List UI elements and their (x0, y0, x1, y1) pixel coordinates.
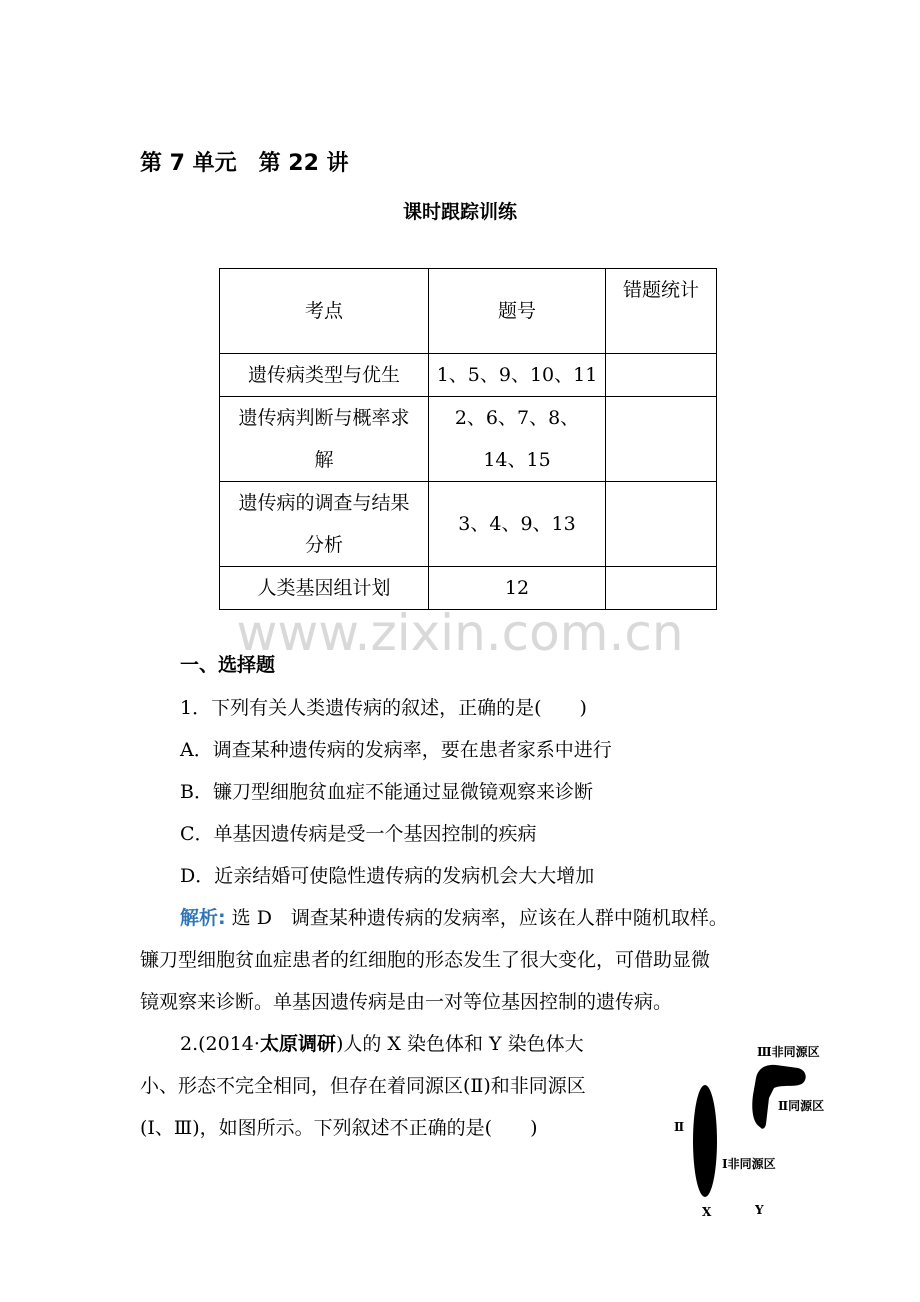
question-2-source: 太原调研 (259, 1033, 336, 1055)
label-region-ii-left: Ⅱ (674, 1120, 685, 1134)
table-row (220, 354, 717, 397)
question-2-prefix: 2.(2014· (180, 1033, 260, 1055)
question-1-analysis-line (180, 903, 728, 930)
question-1-analysis-line: 镰刀型细胞贫血症患者的红细胞的形态发生了很大变化，可借助显微 (140, 949, 711, 971)
section-title: 一、选择题 (180, 654, 276, 676)
question-1-option-c: C．单基因遗传病是受一个基因控制的疾病 (180, 823, 537, 845)
topic-table (219, 268, 717, 610)
analysis-text: 选 D 调查某种遗传病的发病率，应该在人群中随机取样。 (225, 907, 728, 929)
table-cell-questions: 3、4、9、13 (429, 482, 606, 567)
table-cell-topic: 遗传病类型与优生 (220, 354, 429, 397)
question-1-option-a: A．调查某种遗传病的发病率，要在患者家系中进行 (180, 739, 612, 761)
table-header-cell: 考点 (220, 269, 429, 354)
chromosome-diagram (670, 1040, 840, 1220)
question-2-text: )人的 X 染色体和 Y 染色体大 (335, 1033, 584, 1055)
table-cell-questions: 12 (429, 567, 606, 610)
label-region-iii: Ⅲ非同源区 (757, 1045, 820, 1059)
table-cell-errors (606, 482, 717, 567)
question-1-option-b: B．镰刀型细胞贫血症不能通过显微镜观察来诊断 (180, 781, 593, 803)
table-cell-topic: 人类基因组计划 (220, 567, 429, 610)
table-row (220, 397, 717, 482)
watermark: www.zixin.com.cn (236, 604, 684, 662)
table-cell-topic: 遗传病判断与概率求解 (220, 397, 429, 482)
label-region-i: Ⅰ非同源区 (722, 1157, 776, 1171)
page-subtitle: 课时跟踪训练 (402, 201, 517, 223)
question-2-stem-line (180, 1029, 584, 1056)
question-2-stem-line: (Ⅰ、Ⅲ)，如图所示。下列叙述不正确的是( ) (140, 1117, 538, 1139)
table-cell-questions: 1、5、9、10、11 (429, 354, 606, 397)
table-cell-errors (606, 354, 717, 397)
question-2-stem-line: 小、形态不完全相同，但存在着同源区(Ⅱ)和非同源区 (140, 1075, 586, 1097)
analysis-label: 解析: (180, 907, 226, 929)
table-cell-questions: 2、6、7、8、14、15 (429, 397, 606, 482)
y-chromosome (752, 1065, 805, 1129)
table-header-cell: 错题统计 (606, 269, 717, 354)
table-header-row (220, 269, 717, 354)
question-1-analysis-line: 镜观察来诊断。单基因遗传病是由一对等位基因控制的遗传病。 (140, 991, 673, 1013)
label-x: X (702, 1205, 712, 1219)
question-1-stem: 1．下列有关人类遗传病的叙述，正确的是( ) (180, 697, 587, 719)
table-header-cell: 题号 (429, 269, 606, 354)
label-y: Y (755, 1203, 764, 1217)
page-heading: 第 7 单元 第 22 讲 (140, 151, 349, 176)
table-cell-topic: 遗传病的调查与结果分析 (220, 482, 429, 567)
table-cell-errors (606, 397, 717, 482)
table-row (220, 482, 717, 567)
x-chromosome (693, 1085, 717, 1197)
label-region-ii-right: Ⅱ同源区 (778, 1099, 825, 1113)
question-1-option-d: D．近亲结婚可使隐性遗传病的发病机会大大增加 (180, 865, 595, 887)
